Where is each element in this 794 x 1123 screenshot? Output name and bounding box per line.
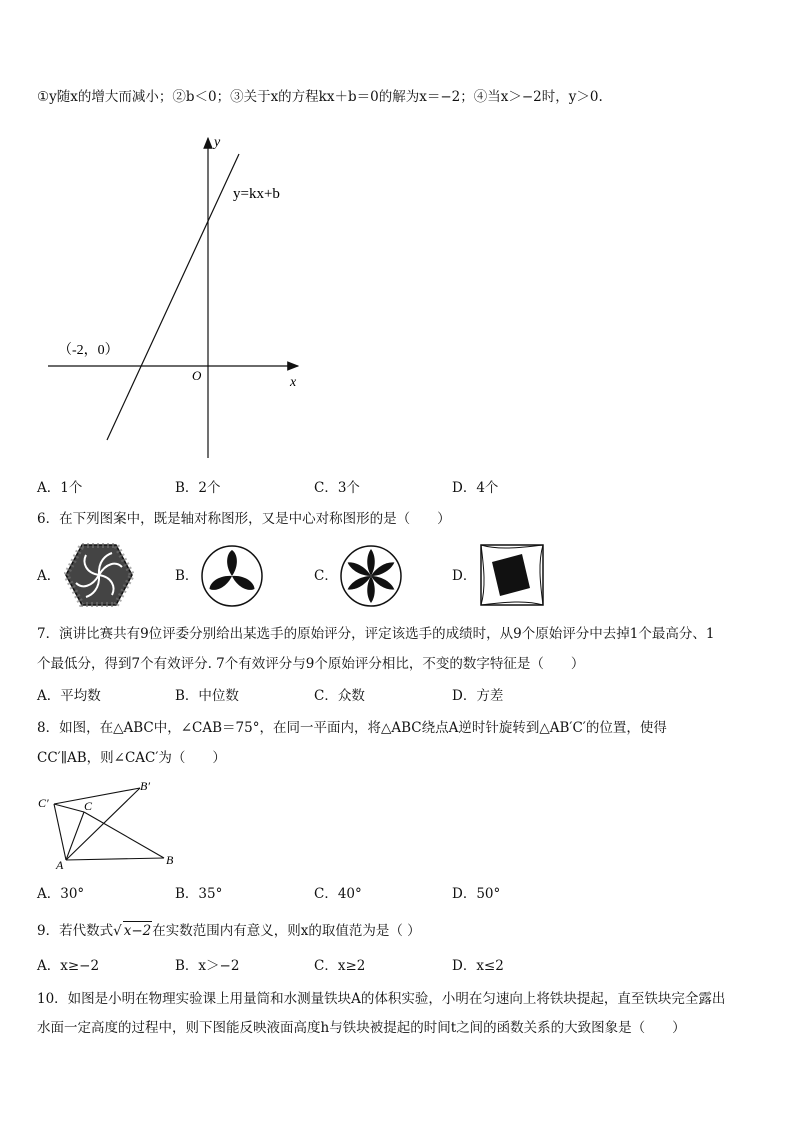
q5-option-a[interactable]: A．1个 xyxy=(37,480,83,496)
q8-option-a[interactable]: A．30° xyxy=(37,886,85,902)
q7-option-c[interactable]: C．众数 xyxy=(314,688,365,704)
q8-stem-line2: CC′∥AB，则∠CAC′为（ ） xyxy=(37,750,226,766)
label-b-prime: B′ xyxy=(140,779,150,793)
q6-option-c-six-petal-pattern[interactable] xyxy=(338,543,404,609)
q9-option-d[interactable]: D．x≤2 xyxy=(452,958,504,974)
q6-option-a-label[interactable]: A． xyxy=(37,568,61,584)
line-label: y=kx+b xyxy=(233,186,280,202)
q5-option-b[interactable]: B．2个 xyxy=(175,480,221,496)
q6-option-b-label[interactable]: B． xyxy=(175,568,199,584)
q8-option-c[interactable]: C．40° xyxy=(314,886,362,902)
q8-stem-line1: 8．如图，在△ABC中，∠CAB＝75°，在同一平面内，将△ABC绕点A逆时针旋转到△AB′C′的位置，使得 xyxy=(37,720,667,736)
x-axis-label: x xyxy=(290,375,297,390)
q9-option-c[interactable]: C．x≥2 xyxy=(314,958,366,974)
q5-graph xyxy=(40,128,310,463)
q5-statements: ①y随x的增大而减小；②b＜0；③关于x的方程kx＋b＝0的解为x＝−2；④当x＞−2时，y＞0. xyxy=(37,89,603,105)
function-line xyxy=(107,154,239,440)
sqrt-sign: √ xyxy=(113,923,122,939)
label-c-prime: C′ xyxy=(38,796,49,810)
q5-option-d[interactable]: D．4个 xyxy=(452,480,499,496)
q10-stem-line2: 水面一定高度的过程中，则下图能反映液面高度h与铁块被提起的时间t之间的函数关系的大致图象是（ ） xyxy=(37,1020,686,1036)
q9-option-b[interactable]: B．x＞−2 xyxy=(175,958,240,974)
q6-option-c-label[interactable]: C． xyxy=(314,568,338,584)
q6-option-d-label[interactable]: D． xyxy=(452,568,477,584)
y-axis-label: y xyxy=(214,135,221,150)
label-c: C xyxy=(84,799,93,813)
q5-option-c[interactable]: C．3个 xyxy=(314,480,360,496)
label-b: B xyxy=(166,853,174,867)
q10-stem-line1: 10．如图是小明在物理实验课上用量筒和水测量铁块A的体积实验，小明在匀速向上将铁块提起，直至铁块完全露出 xyxy=(37,991,726,1007)
origin-label: O xyxy=(192,368,202,383)
q7-option-a[interactable]: A．平均数 xyxy=(37,688,101,704)
q9-stem xyxy=(37,921,421,940)
q6-option-a-hexagon-pattern[interactable] xyxy=(64,543,134,607)
point-label: （-2，0） xyxy=(58,343,119,358)
q7-stem-line2: 个最低分，得到7个有效评分. 7个有效评分与9个原始评分相比，不变的数字特征是（ ） xyxy=(37,656,585,672)
q7-option-b[interactable]: B．中位数 xyxy=(175,688,239,704)
q8-rotation-figure xyxy=(36,778,186,870)
q9-stem-after: 在实数范围内有意义，则x的取值范为是（ ） xyxy=(152,923,421,939)
q6-option-d-square-pattern[interactable] xyxy=(478,542,546,608)
q7-stem-line1: 7．演讲比赛共有9位评委分别给出某选手的原始评分，评定该选手的成绩时，从9个原始评分中去掉1个最高分、1 xyxy=(37,626,715,642)
label-a: A xyxy=(56,858,64,870)
q8-option-d[interactable]: D．50° xyxy=(452,886,501,902)
q8-option-b[interactable]: B．35° xyxy=(175,886,223,902)
q7-option-d[interactable]: D．方差 xyxy=(452,688,504,704)
q6-stem: 6．在下列图案中，既是轴对称图形，又是中心对称图形的是（ ） xyxy=(37,511,451,527)
q6-option-b-three-petal-pattern[interactable] xyxy=(199,543,265,609)
q9-stem-before: 9．若代数式 xyxy=(37,923,114,939)
q9-radicand: x−2 xyxy=(123,923,152,939)
q9-option-a[interactable]: A．x≥−2 xyxy=(37,958,100,974)
